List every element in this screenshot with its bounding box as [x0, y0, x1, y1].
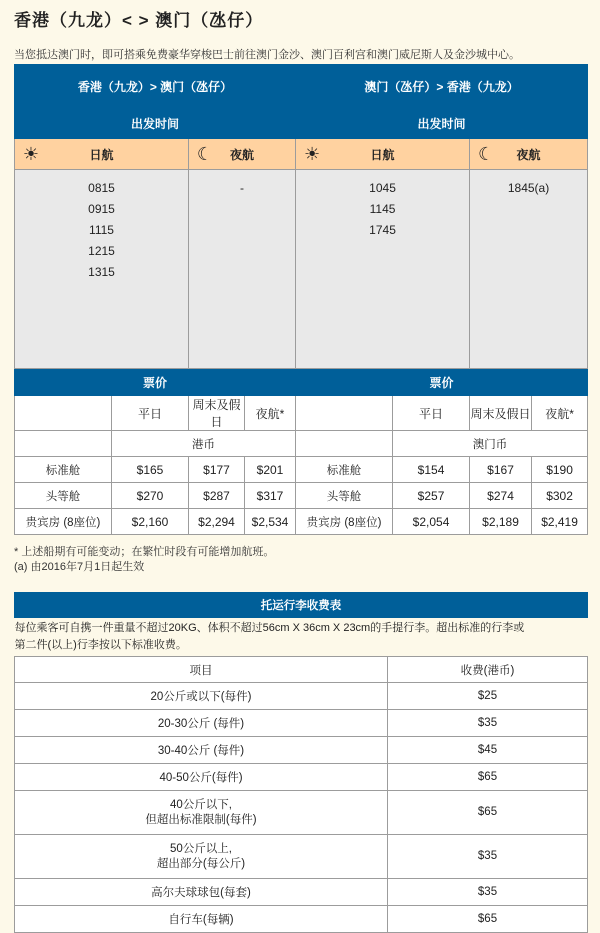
footnote: * 上述船期有可能变动；在繁忙时段有可能增加航班。: [14, 546, 275, 558]
fare-class: 标准舱: [296, 457, 393, 483]
fare-class: 贵宾房 (8座位): [296, 509, 393, 535]
luggage-fee: $25: [388, 683, 588, 710]
departure-time: 1745: [369, 223, 396, 237]
moon-icon: ☾: [196, 144, 214, 164]
fare-value: $2,419: [532, 509, 588, 535]
fare-value: $317: [245, 483, 296, 509]
sun-icon: ☀: [303, 144, 321, 164]
day-label: 日航: [89, 147, 114, 162]
col-fee: 收费(港币): [388, 657, 588, 683]
night-label: 夜航: [516, 147, 541, 162]
table-row: [15, 683, 588, 710]
col-night: 夜航*: [532, 396, 588, 431]
footnotes: [14, 545, 274, 575]
departure-time: 1845(a): [507, 181, 550, 195]
table-row: [15, 835, 588, 879]
departure-time: 1115: [89, 223, 114, 237]
route-right-title: 澳门（氹仔）> 香港（九龙）: [296, 65, 588, 108]
departure-time: 1145: [369, 202, 396, 216]
luggage-item: 20-30公斤 (每件): [15, 710, 388, 737]
col-item: 项目: [15, 657, 388, 683]
night-times-left: [189, 170, 296, 369]
luggage-fee: $35: [388, 879, 588, 906]
fare-value: $257: [393, 483, 470, 509]
col-weekday: 平日: [393, 396, 470, 431]
fare-value: $274: [470, 483, 532, 509]
fare-row: [15, 483, 588, 509]
fare-value: $2,054: [393, 509, 470, 535]
luggage-item: 30-40公斤 (每件): [15, 737, 388, 764]
day-header-right: [296, 139, 470, 170]
departure-time: 0815: [88, 181, 115, 195]
departure-time: 1215: [88, 244, 115, 258]
fare-class: 头等舱: [296, 483, 393, 509]
fare-value: $167: [470, 457, 532, 483]
table-row: [15, 764, 588, 791]
fare-class: 标准舱: [15, 457, 112, 483]
luggage-fee: $65: [388, 791, 588, 835]
route-left-title: 香港（九龙）> 澳门（氹仔）: [15, 65, 296, 108]
fare-value: $201: [245, 457, 296, 483]
fare-value: $177: [189, 457, 245, 483]
departure-time: 1045: [369, 181, 396, 195]
night-header-right: [470, 139, 588, 170]
currency-left: 港币: [112, 431, 296, 457]
intro-text: 当您抵达澳门时，即可搭乘免费豪华穿梭巴士前往澳门金沙、澳门百利宫和澳门威尼斯人及金沙城中心。: [14, 49, 520, 61]
col-weekend: 周末及假日: [189, 396, 245, 431]
luggage-item: 40公斤以下, 但超出标准限制(每件): [15, 791, 388, 835]
luggage-fee: $45: [388, 737, 588, 764]
table-row: [15, 791, 588, 835]
fare-value: $287: [189, 483, 245, 509]
col-weekend: 周末及假日: [470, 396, 532, 431]
fare-title-left: 票价: [15, 369, 296, 396]
day-times-right: [296, 170, 470, 369]
fare-value: $154: [393, 457, 470, 483]
luggage-fee: $35: [388, 835, 588, 879]
luggage-fee-table: [14, 592, 588, 933]
luggage-item: 40-50公斤(每件): [15, 764, 388, 791]
night-label: 夜航: [230, 147, 255, 162]
day-times-left: [15, 170, 189, 369]
fare-row: [15, 457, 588, 483]
fare-value: $302: [532, 483, 588, 509]
table-row: [15, 737, 588, 764]
fare-value: $2,189: [470, 509, 532, 535]
fare-value: $2,534: [245, 509, 296, 535]
departure-time: -: [240, 181, 245, 195]
table-row: [15, 906, 588, 933]
fare-value: $190: [532, 457, 588, 483]
fare-class: 贵宾房 (8座位): [15, 509, 112, 535]
ferry-schedule-table: [14, 64, 588, 535]
table-row: [15, 710, 588, 737]
fare-row: [15, 509, 588, 535]
fare-value: $270: [112, 483, 189, 509]
fare-value: $2,294: [189, 509, 245, 535]
luggage-fee: $35: [388, 710, 588, 737]
departure-time: 1315: [88, 265, 115, 279]
luggage-item: 50公斤以上, 超出部分(每公斤): [15, 835, 388, 879]
page-title: 香港（九龙）< > 澳门（氹仔）: [14, 11, 264, 30]
luggage-fee: $65: [388, 764, 588, 791]
departure-time: 0915: [88, 202, 115, 216]
fare-value: $2,160: [112, 509, 189, 535]
luggage-item: 20公斤或以下(每件): [15, 683, 388, 710]
luggage-item: 自行车(每辆): [15, 906, 388, 933]
luggage-fee: $65: [388, 906, 588, 933]
fare-class: 头等舱: [15, 483, 112, 509]
day-label: 日航: [370, 147, 395, 162]
currency-right: 澳门币: [393, 431, 588, 457]
night-times-right: [470, 170, 588, 369]
col-night: 夜航*: [245, 396, 296, 431]
col-weekday: 平日: [112, 396, 189, 431]
table-row: [15, 879, 588, 906]
luggage-item: 高尔夫球球包(每套): [15, 879, 388, 906]
sun-icon: ☀: [22, 144, 40, 164]
depart-label-right: 出发时间: [296, 108, 588, 139]
moon-icon: ☾: [477, 144, 495, 164]
fare-value: $165: [112, 457, 189, 483]
footnote: (a) 由2016年7月1日起生效: [14, 561, 145, 573]
luggage-description: 每位乘客可自携一件重量不超过20KG、体积不超过56cm X 36cm X 23cm的手提行李。超出标准的行李或 第二件(以上)行李按以下标准收费。: [15, 618, 588, 657]
night-header-left: [189, 139, 296, 170]
fare-title-right: 票价: [296, 369, 588, 396]
luggage-title: 托运行李收费表: [15, 593, 588, 618]
day-header-left: [15, 139, 189, 170]
depart-label-left: 出发时间: [15, 108, 296, 139]
